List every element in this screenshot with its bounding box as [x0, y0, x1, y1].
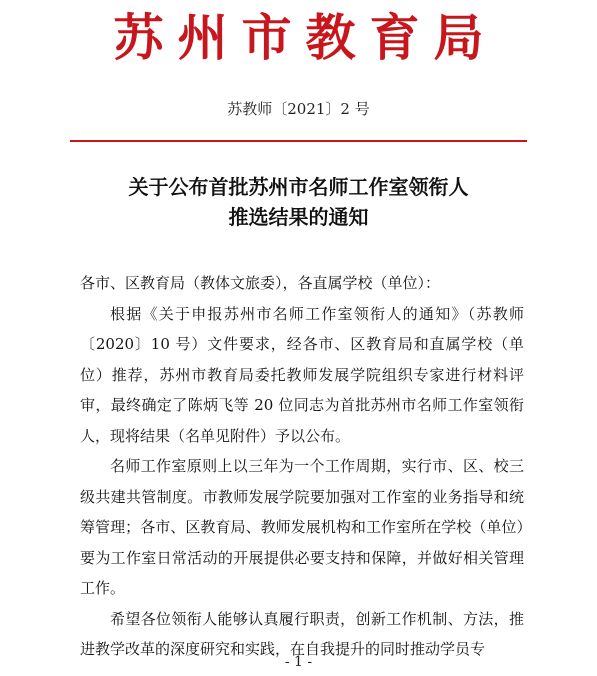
title-line-1: 关于公布首批苏州市名师工作室领衔人	[128, 175, 469, 199]
paragraph-2: 名师工作室原则上以三年为一个工作周期，实行市、区、校三级共建共管制度。市教师发展学院要加强对工作室的业务指导和统筹管理；各市、区教育局、教师发展机构和工作室所在学校（单位）要为工作室日常活动的开展提供必要支持和保障，并做好相关管理工作。	[80, 457, 524, 597]
red-divider-line	[70, 140, 527, 142]
title-line-2: 推选结果的通知	[228, 205, 369, 229]
letterhead: 苏州市教育局	[113, 8, 498, 67]
document-body	[80, 268, 524, 665]
paragraph-1: 根据《关于申报苏州市名师工作室领衔人的通知》（苏教师〔2020〕10 号）文件要求，经各市、区教育局和直属学校（单位）推荐，苏州市教育局委托教师发展学院组织专家进行材料评审，最终确定了陈炳飞等 20 位同志为首批苏州市名师工作室领衔人，现将结果（名单见附件）予以公布。	[80, 304, 524, 445]
paragraph-3: 希望各位领衔人能够认真履行职责，创新工作机制、方法，推进教学改革的深度研究和实践，在自我提升的同时推动学员专	[80, 609, 524, 658]
page-number: - 1 -	[284, 654, 313, 670]
document-title	[0, 172, 597, 232]
salutation: 各市、区教育局（教体文旅委），各直属学校（单位）：	[80, 274, 441, 292]
document-number: 苏教师〔2021〕2 号	[227, 100, 370, 118]
